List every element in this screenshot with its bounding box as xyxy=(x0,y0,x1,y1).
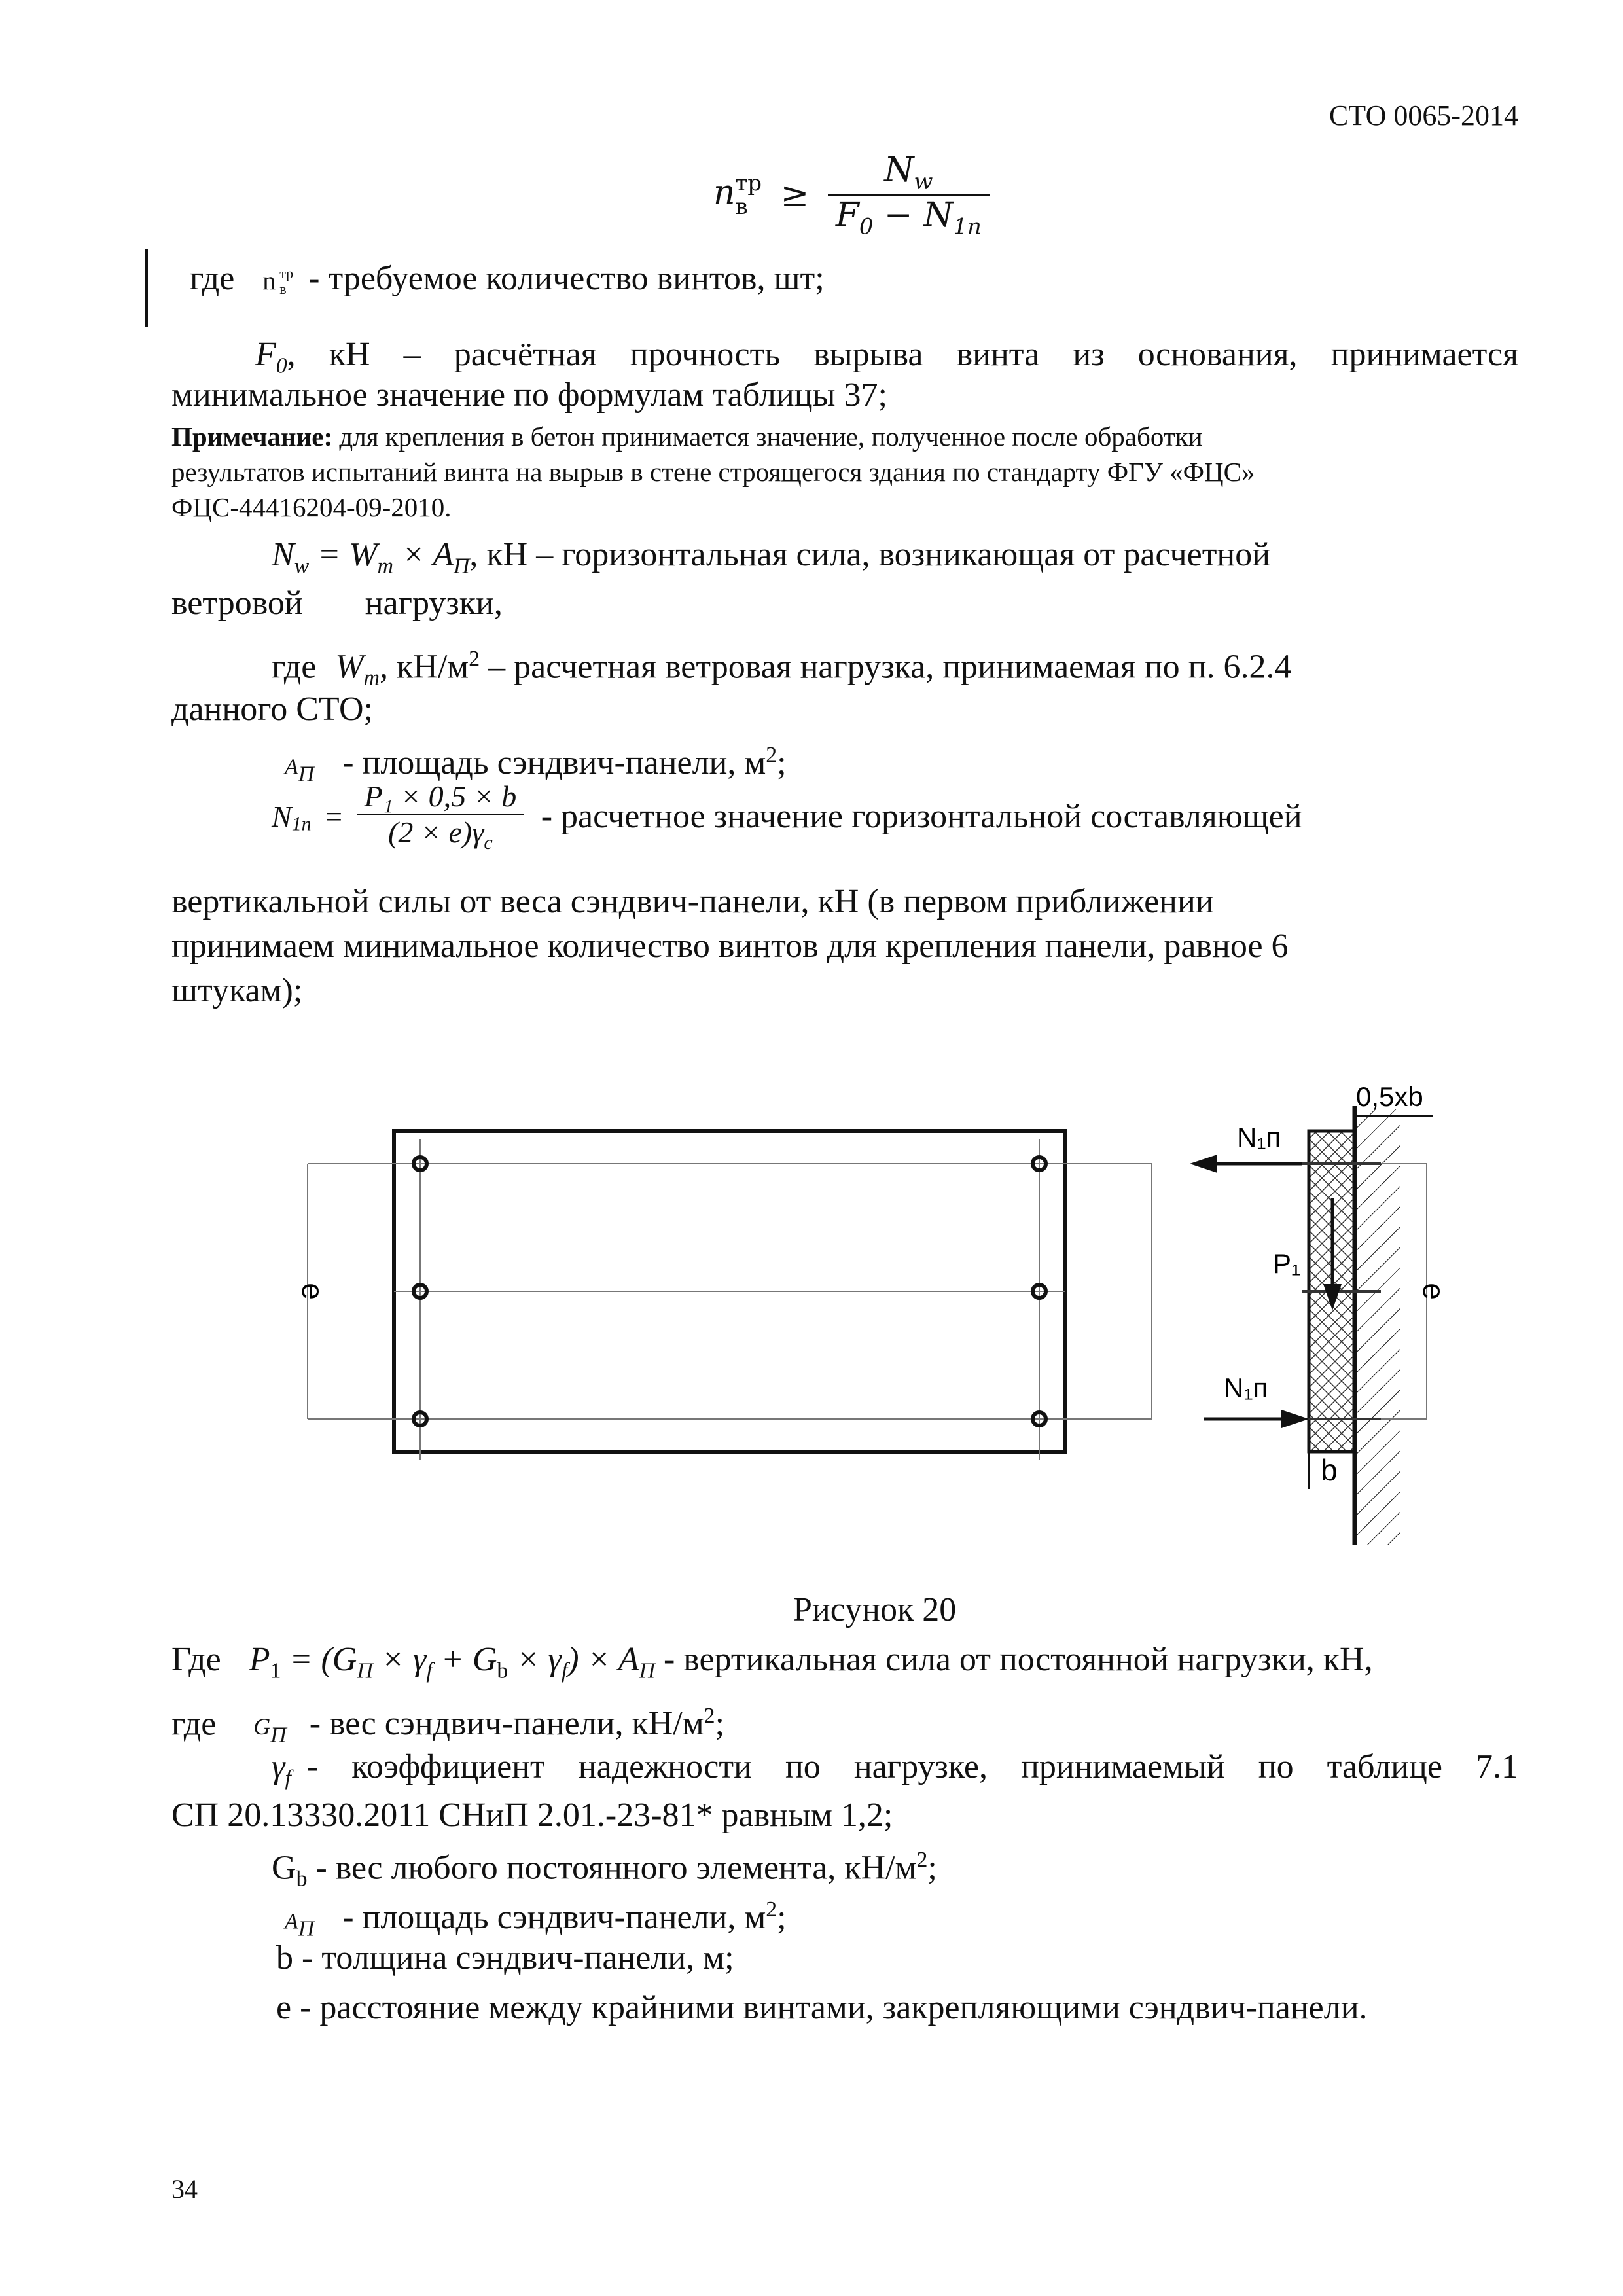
ap-sub: П xyxy=(298,762,315,787)
p1-label: P₁ xyxy=(1273,1248,1301,1279)
formula-lhs-sup: тр xyxy=(735,170,762,196)
gb-sub: b xyxy=(296,1867,308,1892)
nw-line2a: ветровой xyxy=(171,584,303,622)
def-gf-line1 xyxy=(272,1746,1518,1799)
n1n-sub: 1n xyxy=(291,813,312,835)
ap-text-b: ; xyxy=(777,744,787,782)
def-n-sup: тр xyxy=(279,265,294,282)
wm-sub: m xyxy=(363,666,380,691)
n1n-text: - расчетное значение горизонтальной составляющей xyxy=(541,798,1302,836)
def-n-text: - требуемое количество винтов, шт; xyxy=(308,260,825,297)
gp-text-a: - вес сэндвич-панели, кН/м xyxy=(309,1705,704,1743)
def-f0-line2: минимальное значение по формулам таблицы 37; xyxy=(171,376,887,414)
figure-20 xyxy=(0,1047,1623,1558)
p1-text: - вертикальная сила от постоянной нагрузки, кН, xyxy=(654,1641,1373,1678)
n1n-numerator: P₁ × 0,5 × b xyxy=(357,779,525,815)
def-gf-line2: СП 20.13330.2011 СНиП 2.01.-23-81* равным 1,2; xyxy=(171,1797,893,1834)
def-n-sub: в xyxy=(279,281,287,298)
def-wm xyxy=(272,638,1291,700)
p1-sub: 1 xyxy=(270,1659,281,1683)
f0-symbol: F xyxy=(255,336,276,373)
p1-gf2-sub: f xyxy=(561,1659,568,1683)
ap-text-a: - площадь сэндвич-панели, м xyxy=(342,744,766,782)
p1-gf1-sub: f xyxy=(426,1659,433,1683)
thickness-label: b xyxy=(1321,1453,1338,1487)
n1n-eq: = xyxy=(325,800,343,834)
def-b: b - толщина сэндвич-панели, м; xyxy=(276,1939,734,1977)
where-word: где xyxy=(272,648,317,686)
gb-text-a: - вес любого постоянного элемента, кН/м xyxy=(307,1849,917,1887)
p1-gf1: × γ xyxy=(372,1641,427,1678)
note-line1 xyxy=(171,419,1203,454)
n1n-top-label: N₁п xyxy=(1237,1122,1281,1153)
arrowhead xyxy=(1190,1155,1217,1173)
def-p1 xyxy=(171,1639,1373,1692)
panel-section-view xyxy=(1190,1081,1451,1545)
nw-text: , кН – горизонтальная сила, возникающая от расчетной xyxy=(469,536,1271,573)
n1n-den-sub: c xyxy=(484,832,493,854)
n1n-line2: вертикальной силы от веса сэндвич-панели, кН (в первом приближении xyxy=(171,883,1214,920)
nw-line2b: нагрузки, xyxy=(365,584,503,622)
nw-wm-sub: m xyxy=(377,554,394,579)
page-number: 34 xyxy=(171,2174,198,2204)
left-dimension-label: e xyxy=(296,1283,330,1300)
f0-sub: 0 xyxy=(276,353,287,378)
formula-operator: ≥ xyxy=(780,175,810,215)
gf-symbol: γ xyxy=(272,1748,285,1785)
wm-sup: 2 xyxy=(469,647,480,671)
wm-text-a: , кН/м xyxy=(380,648,469,686)
gp-symbol: G xyxy=(253,1713,271,1740)
ap-text-a: - площадь сэндвич-панели, м xyxy=(342,1899,766,1937)
where-word: Где xyxy=(171,1641,221,1678)
figure-caption: Рисунок 20 xyxy=(793,1591,957,1628)
gp-sub: П xyxy=(270,1723,287,1748)
p1-gf2: × γ xyxy=(508,1641,562,1678)
formula-den-minus: − xyxy=(873,196,923,236)
ap-sub: П xyxy=(298,1916,315,1941)
where-word: где xyxy=(190,260,235,297)
p1-gb-sub: b xyxy=(497,1659,508,1683)
f0-text: , кН – расчётная прочность вырыва винта из основания, принимается xyxy=(287,336,1518,373)
formula-den-a-sub: 0 xyxy=(859,213,874,240)
change-bar xyxy=(145,249,148,327)
p1-a-sub: П xyxy=(639,1659,655,1683)
ap-symbol: A xyxy=(285,1909,298,1934)
nw-sub: w xyxy=(294,554,310,579)
formula-lhs-sub: в xyxy=(735,193,748,220)
def-wm-line2: данного СТО; xyxy=(171,691,373,728)
nw-eq: = W xyxy=(309,536,378,573)
note-line2: результатов испытаний винта на вырыв в стене строящегося здания по стандарту ФГУ «ФЦС» xyxy=(171,457,1255,487)
wall-hatch xyxy=(1355,1109,1400,1545)
p1-g-sub: П xyxy=(357,1659,373,1683)
def-n-symbol: n xyxy=(262,266,276,295)
gf-sub: f xyxy=(285,1766,291,1791)
formula-den-a: F xyxy=(835,196,859,236)
gp-sup: 2 xyxy=(704,1704,715,1728)
n1n-symbol: N xyxy=(272,800,292,834)
p1-symbol: P xyxy=(249,1641,270,1678)
formula-fraction xyxy=(828,151,990,240)
gp-text-b: ; xyxy=(715,1705,725,1743)
where-word: где xyxy=(171,1705,217,1743)
gf-text: - коэффициент надежности по нагрузке, принимаемый по таблице 7.1 xyxy=(306,1748,1518,1785)
right-dimension-label: e xyxy=(1417,1283,1451,1300)
formula-den-b-sub: 1n xyxy=(953,213,982,240)
ap-text-b: ; xyxy=(777,1899,787,1937)
def-nw-line2 xyxy=(171,583,503,624)
def-nw xyxy=(272,534,1270,587)
def-e: e - расстояние между крайними винтами, закрепляющими сэндвич-панели. xyxy=(276,1989,1368,2026)
def-n xyxy=(190,258,825,302)
formula-den-b: N xyxy=(923,196,954,236)
note-text1: для крепления в бетон принимается значение, полученное после обработки xyxy=(332,422,1203,452)
document-code: СТО 0065-2014 xyxy=(1329,99,1518,132)
n1n-line4: штукам); xyxy=(171,972,303,1009)
formula-numerator-sub: w xyxy=(914,168,933,194)
n1n-bottom-label: N₁п xyxy=(1224,1372,1268,1403)
panel-front-view xyxy=(296,1131,1152,1460)
gb-symbol: G xyxy=(272,1849,296,1887)
n1n-fraction xyxy=(357,779,525,854)
ap-sup: 2 xyxy=(766,743,777,767)
nw-symbol: N xyxy=(272,536,294,573)
wm-symbol: W xyxy=(335,648,364,686)
def-n1n xyxy=(272,779,1302,854)
note-line3: ФЦС-44416204-09-2010. xyxy=(171,492,452,522)
formula-lhs: n xyxy=(713,173,736,213)
p1-close: ) × A xyxy=(567,1641,639,1678)
n1n-denominator: (2 × e)γ xyxy=(388,816,484,849)
top-dimension-label: 0,5xb xyxy=(1356,1081,1423,1112)
gb-text-b: ; xyxy=(927,1849,937,1887)
formula-numerator: N xyxy=(884,151,914,190)
nw-a-sub: П xyxy=(453,554,470,579)
p1-body: = (G xyxy=(281,1641,357,1678)
main-formula xyxy=(713,151,990,240)
wm-text-b: – расчетная ветровая нагрузка, принимаемая по п. 6.2.4 xyxy=(480,648,1292,686)
nw-times: × A xyxy=(393,536,454,573)
arrowhead xyxy=(1281,1410,1309,1428)
ap-symbol: A xyxy=(285,755,298,780)
note-label: Примечание: xyxy=(171,422,333,452)
gb-sup: 2 xyxy=(916,1848,928,1872)
ap-sup: 2 xyxy=(766,1897,777,1922)
n1n-line3: принимаем минимальное количество винтов для крепления панели, равное 6 xyxy=(171,927,1289,965)
p1-plus: + G xyxy=(432,1641,497,1678)
